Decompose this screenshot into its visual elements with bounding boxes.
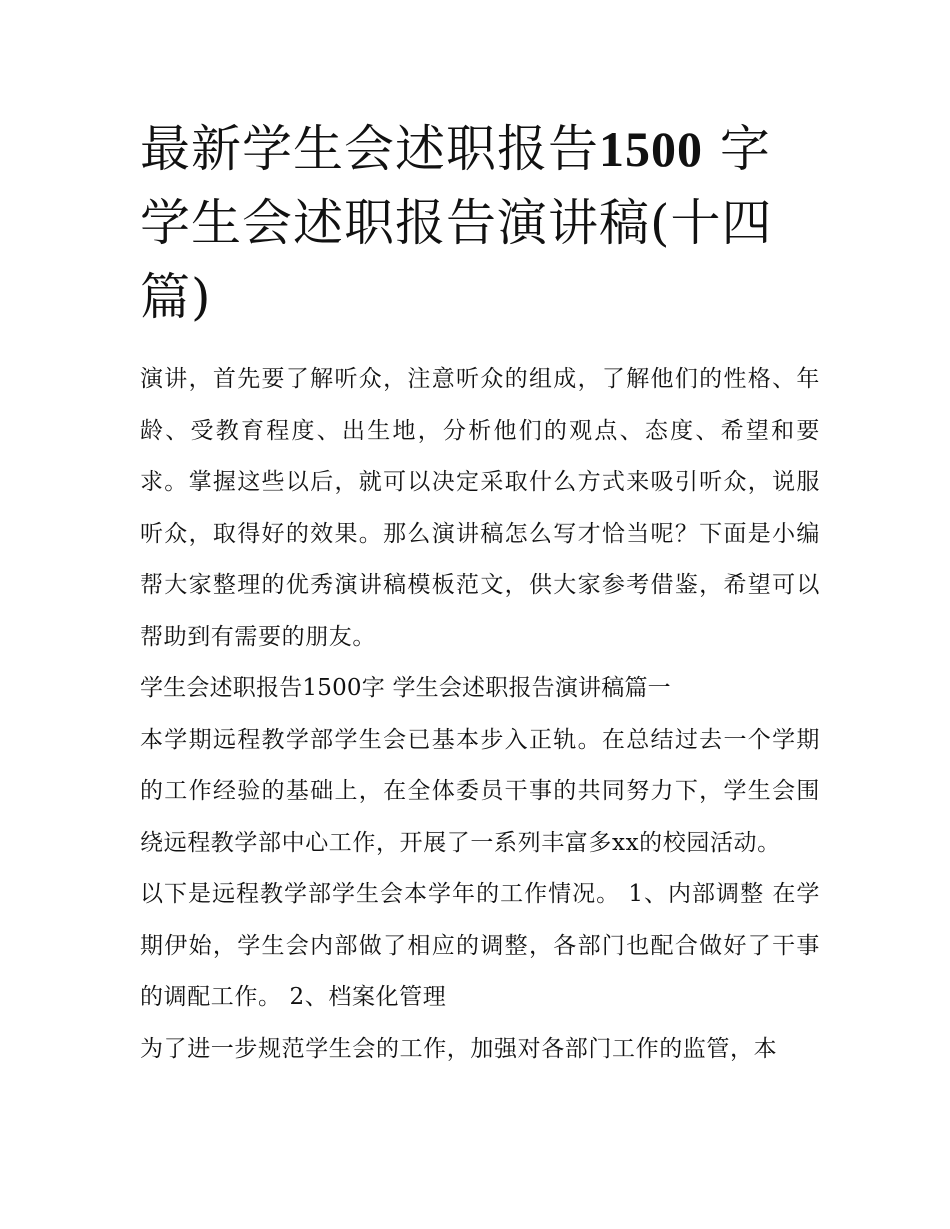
title-line-2: 学生会述职报告演讲稿(十四 [140, 194, 773, 252]
title-line-1 [140, 112, 820, 186]
body-paragraph: 为了进一步规范学生会的工作，加强对各部门工作的监管，本 [140, 1035, 778, 1062]
title-line-1-suffix: 字 [703, 120, 771, 178]
intro-paragraph: 演讲，首先要了解听众，注意听众的组成，了解他们的性格、年龄、受教育程度、出生地，分析他们的观点、态度、希望和要求。掌握这些以后，就可以决定采取什么方式来吸引听众，说服听众，取得好的效果。那么演讲稿怎么写才恰当呢？下面是小编帮大家整理的优秀演讲稿模板范文，供大家参考借鉴，希望可以帮助到有需要的朋友。 [140, 366, 820, 650]
title-line-1-number: 1500 [599, 121, 703, 177]
body-paragraph: 本学期远程教学部学生会已基本步入正轨。在总结过去一个学期的工作经验的基础上，在全体委员干事的共同努力下，学生会围绕远程教学部中心工作，开展了一系列丰富多xx的校园活动。 [140, 726, 820, 856]
section-heading: 学生会述职报告1500字 学生会述职报告演讲稿篇一 [140, 675, 671, 701]
page-title [140, 112, 820, 334]
document-body [140, 354, 820, 1075]
title-line-1-prefix: 最新学生会述职报告 [140, 120, 599, 178]
body-paragraph: 以下是远程教学部学生会本学年的工作情况。 1、内部调整 在学期伊始，学生会内部做了相应的调整，各部门也配合做好了干事的调配工作。 2、档案化管理 [140, 881, 820, 1010]
title-line-3: 篇) [140, 268, 212, 326]
